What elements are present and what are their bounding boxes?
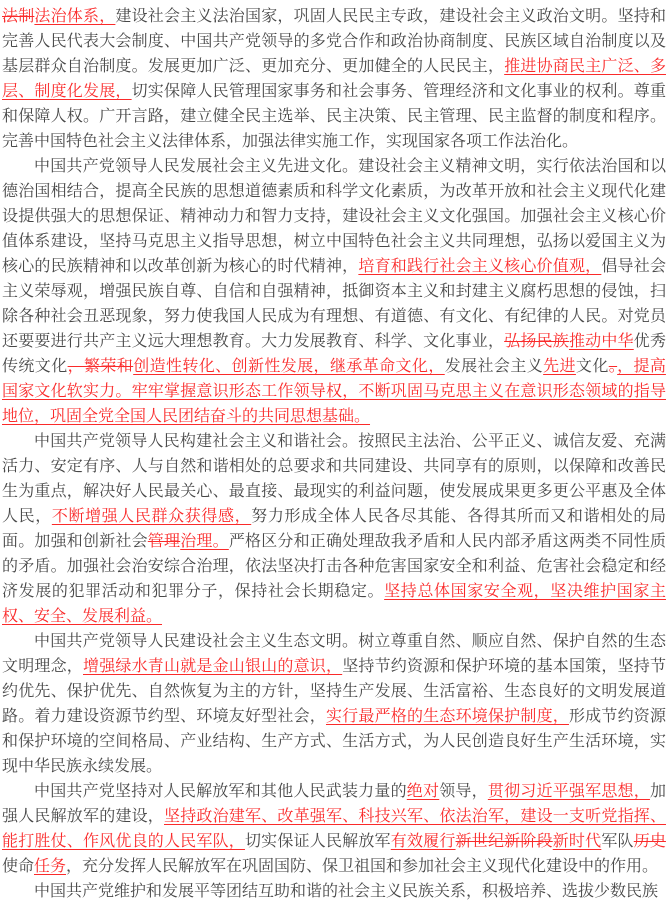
text-run: 切实保证人民解放军 xyxy=(244,831,391,850)
text-run: 中国共产党领导人民发展社会主义先进文化。建设社会主义精神文明，实行依法治国和以德治国相结合，提高全民族的思想道德素质和科学文化素质，为改革开放和社会主义现代化建设提供强大的思想保证、精神动力和智力支持，建设社会主义文化强国。加强社会主义核心价值体系建设，坚持马克思主义指导思想，树立中国特色社会主义共同理想，弘扬以爱国主义为核心的民族精神和以改革创新为核心的时代精神， xyxy=(2,156,666,275)
deleted-text: 管理 xyxy=(147,531,181,550)
inserted-text: 坚持总体国家安全观，坚决维护国家主权、安全、发展利益。 xyxy=(2,581,666,625)
text-run: 优秀传统文化 xyxy=(2,331,666,375)
text-run: 切实保障人民管理国家事务和社会事务、管理经济和文化事业的权利。尊重和保障人权。广开言路，建立健全民主选举、民主决策、民主管理、民主监督的制度和程序。完善中国特色社会主义法律体系，加强法律实施工作，实现国家各项工作法治化。 xyxy=(2,81,666,150)
text-run: 中国共产党维护和发展平等团结互助和谐的社会主义民族关系，积极培养、选拔少数民族 xyxy=(34,881,659,900)
text-run: 军队 xyxy=(601,831,634,850)
inserted-text: 实行最严格的生态环境保护制度， xyxy=(325,706,569,725)
inserted-text: 坚持政治建军、改革强军、科技兴军、依法治军，建设一支听党指挥、能打胜仗、作风优良的人民军队， xyxy=(2,806,666,850)
deleted-text: 。 xyxy=(608,356,618,375)
inserted-text: 创造性转化、创新性发展，继承革命文化， xyxy=(133,356,445,375)
text-run: 中国共产党坚持对人民解放军和其他人民武装力量的 xyxy=(34,781,407,800)
inserted-text: 先进 xyxy=(543,356,576,375)
text-run: 使命 xyxy=(2,856,35,875)
inserted-text: 治理。 xyxy=(180,531,229,550)
text-run: 努力形成全体人民各尽其能、各得其所而又和谐相处的局面。加强和创新社会 xyxy=(2,506,666,550)
text-run: 倡导社会主义荣辱观，增强民族自尊、自信和自强精神，抵御资本主义和封建主义腐朽思想的侵蚀，扫除各种社会丑恶现象，努力使我国人民成为有理想、有道德、有文化、有纪律的人民。对党员还要要进行共产主义远大理想教育。大力发展教育、科学、文化事业， xyxy=(2,256,666,350)
text-run: ，充分发挥人民解放军在巩固国防、保卫祖国和参加社会主义现代化建设中的作用。 xyxy=(66,856,659,875)
text-run: 中国共产党领导人民构建社会主义和谐社会。按照民主法治、公平正义、诚信友爱、充满活力、安定有序、人与自然和谐相处的总要求和共同建设、共同享有的原则，以保障和改善民生为重点，解决好人民最关心、最直接、最现实的利益问题，使发展成果更多更公平惠及全体人民， xyxy=(2,431,666,525)
paragraph xyxy=(2,3,666,153)
inserted-text: 有效履行 xyxy=(390,831,456,850)
deleted-text: 弘扬民族 xyxy=(504,331,569,350)
document-text-container xyxy=(2,3,666,903)
inserted-text: 贯彻习近平强军思想， xyxy=(487,781,650,800)
inserted-text: ，提高国家文化软实力。牢牢掌握意识形态工作领导权，不断巩固马克思主义在意识形态领域的指导地位，巩固全党全国人民团结奋斗的共同思想基础。 xyxy=(2,356,666,425)
inserted-text: 推动中华 xyxy=(568,331,634,350)
paragraph xyxy=(2,878,666,903)
text-run: 发展社会主义 xyxy=(444,356,544,375)
inserted-text: 绝对 xyxy=(406,781,440,800)
deleted-text: 法制 xyxy=(2,6,35,25)
inserted-text: 培育和践行社会主义核心价值观， xyxy=(358,256,602,275)
deleted-text: 新世纪新阶段 xyxy=(455,831,553,850)
text-run: 加强人民解放军的建设， xyxy=(2,781,666,825)
paragraph xyxy=(2,628,666,778)
text-run: 坚持节约资源和保护环境的基本国策，坚持节约优先、保护优先、自然恢复为主的方针，坚持生产发展、生活富裕、生态良好的文明发展道路。着力建设资源节约型、环境友好型社会， xyxy=(2,656,666,725)
text-run: 文化 xyxy=(575,356,609,375)
inserted-text: 新时代 xyxy=(552,831,602,850)
deleted-text: 历史 xyxy=(633,831,666,850)
paragraph xyxy=(2,428,666,628)
text-run: 形成节约资源和保护环境的空间格局、产业结构、生产方式、生活方式，为人民创造良好生产生活环境，实现中华民族永续发展。 xyxy=(2,706,666,775)
paragraph xyxy=(2,778,666,878)
text-run: 领导， xyxy=(439,781,488,800)
inserted-text: 任务 xyxy=(34,856,67,875)
inserted-text: 增强绿水青山就是金山银山的意识， xyxy=(83,656,343,675)
deleted-text: ，繁荣和 xyxy=(67,356,134,375)
inserted-text: 不断增强人民群众获得感， xyxy=(51,506,252,525)
inserted-text: 法治体系， xyxy=(34,6,116,25)
text-run: 中国共产党领导人民建设社会主义生态文明。树立尊重自然、顺应自然、保护自然的生态文明理念， xyxy=(2,631,666,675)
inserted-text: 推进协商民主广泛、多层、制度化发展， xyxy=(2,56,666,100)
text-run: 建设社会主义法治国家，巩固人民民主专政，建设社会主义政治文明。坚持和完善人民代表大会制度、中国共产党领导的多党合作和政治协商制度、民族区域自治制度以及基层群众自治制度。发展更加广泛、更加充分、更加健全的人民民主， xyxy=(2,6,666,75)
paragraph xyxy=(2,153,666,428)
text-run: 严格区分和正确处理敌我矛盾和人民内部矛盾这两类不同性质的矛盾。加强社会治安综合治理，依法坚决打击各种危害国家安全和利益、危害社会稳定和经济发展的犯罪活动和犯罪分子，保持社会长期稳定。 xyxy=(2,531,666,600)
